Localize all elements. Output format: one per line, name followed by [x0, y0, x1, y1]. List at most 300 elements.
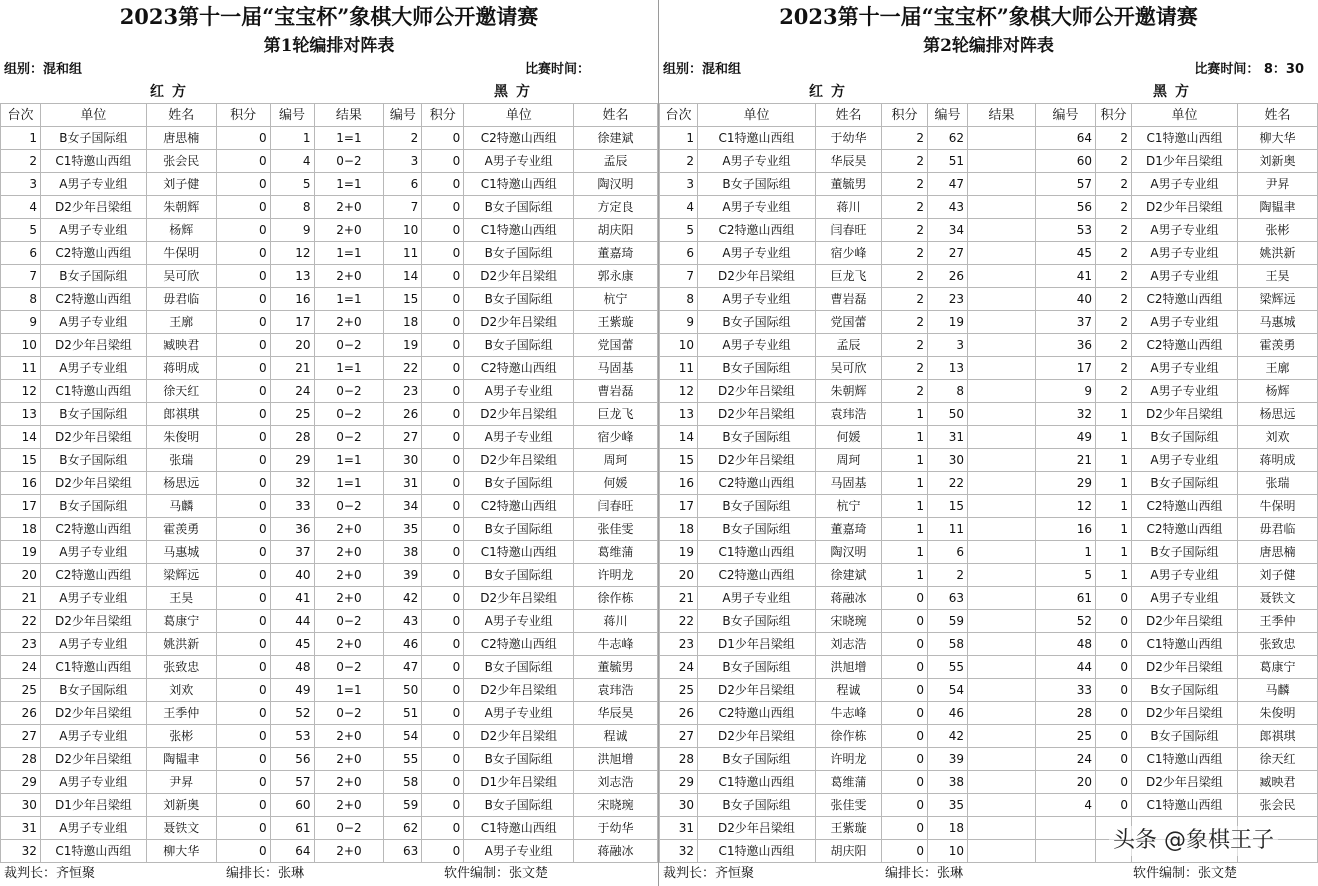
black-points-cell: 0	[422, 173, 464, 196]
black-points-cell: 0	[422, 518, 464, 541]
board-number-cell: 5	[660, 219, 698, 242]
board-number-cell: 12	[1, 380, 41, 403]
red-unit-cell: D2少年吕梁组	[40, 702, 146, 725]
black-name-cell: 刘子健	[1238, 564, 1318, 587]
black-number-cell: 37	[1036, 311, 1096, 334]
table-row	[1, 127, 658, 150]
black-unit-cell: D2少年吕梁组	[1132, 656, 1238, 679]
black-name-cell: 方定良	[574, 196, 658, 219]
red-number-cell: 30	[928, 449, 968, 472]
black-points-cell: 0	[1096, 633, 1132, 656]
result-cell	[968, 380, 1036, 403]
red-name-cell: 宿少峰	[816, 242, 882, 265]
red-points-cell: 0	[216, 541, 270, 564]
result-cell	[968, 656, 1036, 679]
black-number-cell: 12	[1036, 495, 1096, 518]
result-cell: 2+0	[314, 840, 384, 863]
red-number-cell: 26	[928, 265, 968, 288]
black-points-cell: 0	[422, 426, 464, 449]
column-header: 姓名	[1238, 104, 1318, 127]
black-unit-cell: A男子专业组	[1132, 265, 1238, 288]
red-points-cell: 0	[216, 587, 270, 610]
red-unit-cell: C2特邀山西组	[40, 564, 146, 587]
result-cell: 2+0	[314, 311, 384, 334]
black-unit-cell: B女子国际组	[464, 472, 574, 495]
red-points-cell: 0	[216, 702, 270, 725]
black-number-cell: 59	[384, 794, 422, 817]
red-name-cell: 郎祺琪	[146, 403, 216, 426]
board-number-cell: 13	[660, 403, 698, 426]
board-number-cell: 28	[1, 748, 41, 771]
red-number-cell: 18	[928, 817, 968, 840]
red-unit-cell: B女子国际组	[698, 311, 816, 334]
red-points-cell: 0	[216, 633, 270, 656]
table-row	[1, 334, 658, 357]
red-number-cell: 57	[270, 771, 314, 794]
red-number-cell: 33	[270, 495, 314, 518]
black-unit-cell: D2少年吕梁组	[464, 403, 574, 426]
black-number-cell: 15	[384, 288, 422, 311]
red-number-cell: 35	[928, 794, 968, 817]
result-cell: 2+0	[314, 725, 384, 748]
result-cell: 1=1	[314, 127, 384, 150]
black-points-cell: 2	[1096, 288, 1132, 311]
black-unit-cell: A男子专业组	[1132, 242, 1238, 265]
black-unit-cell: A男子专业组	[1132, 564, 1238, 587]
black-unit-cell: D2少年吕梁组	[464, 725, 574, 748]
column-header: 姓名	[816, 104, 882, 127]
table-row	[1, 840, 658, 863]
board-number-cell: 1	[660, 127, 698, 150]
match-time-label: 比赛时间：	[524, 62, 590, 77]
table-row	[660, 610, 1318, 633]
red-number-cell: 12	[270, 242, 314, 265]
board-number-cell: 23	[1, 633, 41, 656]
black-name-cell: 牛志峰	[574, 633, 658, 656]
black-number-cell: 64	[1036, 127, 1096, 150]
board-number-cell: 5	[1, 219, 41, 242]
red-name-cell: 宋晓琬	[816, 610, 882, 633]
black-name-cell: 华辰昊	[574, 702, 658, 725]
red-number-cell: 54	[928, 679, 968, 702]
black-unit-cell: C1特邀山西组	[464, 817, 574, 840]
black-name-cell: 徐作栋	[574, 587, 658, 610]
black-unit-cell: B女子国际组	[464, 794, 574, 817]
board-number-cell: 31	[660, 817, 698, 840]
black-number-cell	[1036, 840, 1096, 863]
black-unit-cell: C2特邀山西组	[1132, 288, 1238, 311]
board-number-cell: 23	[660, 633, 698, 656]
table-row	[1, 541, 658, 564]
black-name-cell: 徐建斌	[574, 127, 658, 150]
black-number-cell: 14	[384, 265, 422, 288]
table-row	[660, 748, 1318, 771]
black-unit-cell: C1特邀山西组	[1132, 794, 1238, 817]
black-unit-cell: D2少年吕梁组	[1132, 610, 1238, 633]
red-name-cell: 蒋明成	[146, 357, 216, 380]
red-points-cell: 0	[216, 610, 270, 633]
black-number-cell: 11	[384, 242, 422, 265]
result-cell	[968, 127, 1036, 150]
board-number-cell: 25	[660, 679, 698, 702]
board-number-cell: 17	[660, 495, 698, 518]
black-unit-cell: B女子国际组	[1132, 679, 1238, 702]
table-row	[660, 771, 1318, 794]
red-unit-cell: C1特邀山西组	[698, 840, 816, 863]
board-number-cell: 7	[1, 265, 41, 288]
black-points-cell: 1	[1096, 495, 1132, 518]
table-row	[660, 334, 1318, 357]
result-cell	[968, 495, 1036, 518]
board-number-cell: 14	[1, 426, 41, 449]
red-name-cell: 葛康宁	[146, 610, 216, 633]
black-side-label: 黑方	[1153, 84, 1197, 100]
red-number-cell: 47	[928, 173, 968, 196]
red-points-cell: 1	[882, 541, 928, 564]
red-number-cell: 8	[928, 380, 968, 403]
board-number-cell: 11	[660, 357, 698, 380]
red-name-cell: 张会民	[146, 150, 216, 173]
black-unit-cell: C2特邀山西组	[464, 495, 574, 518]
black-name-cell: 陶韫聿	[1238, 196, 1318, 219]
red-points-cell: 2	[882, 265, 928, 288]
pairing-table	[659, 103, 1318, 863]
red-points-cell: 0	[882, 702, 928, 725]
red-points-cell: 0	[216, 311, 270, 334]
table-row	[660, 725, 1318, 748]
black-points-cell: 0	[1096, 656, 1132, 679]
table-row	[1, 449, 658, 472]
red-unit-cell: B女子国际组	[698, 610, 816, 633]
table-row	[1, 564, 658, 587]
result-cell	[968, 403, 1036, 426]
black-number-cell: 9	[1036, 380, 1096, 403]
red-name-cell: 杨思远	[146, 472, 216, 495]
red-points-cell: 2	[882, 196, 928, 219]
red-name-cell: 马固基	[816, 472, 882, 495]
board-number-cell: 3	[660, 173, 698, 196]
black-name-cell: 张彬	[1238, 219, 1318, 242]
result-cell: 1=1	[314, 357, 384, 380]
black-name-cell: 张瑞	[1238, 472, 1318, 495]
board-number-cell: 27	[660, 725, 698, 748]
black-number-cell: 49	[1036, 426, 1096, 449]
black-name-cell: 刘欢	[1238, 426, 1318, 449]
black-points-cell: 0	[422, 748, 464, 771]
black-number-cell: 44	[1036, 656, 1096, 679]
black-unit-cell: A男子专业组	[464, 380, 574, 403]
black-number-cell: 53	[1036, 219, 1096, 242]
red-unit-cell: B女子国际组	[40, 679, 146, 702]
red-name-cell: 吴可欣	[816, 357, 882, 380]
black-unit-cell: C2特邀山西组	[464, 357, 574, 380]
black-points-cell: 2	[1096, 219, 1132, 242]
black-points-cell: 0	[1096, 610, 1132, 633]
black-points-cell: 1	[1096, 403, 1132, 426]
red-name-cell: 姚洪新	[146, 633, 216, 656]
board-number-cell: 22	[660, 610, 698, 633]
table-row	[660, 127, 1318, 150]
black-number-cell: 16	[1036, 518, 1096, 541]
table-row	[1, 633, 658, 656]
result-cell	[968, 748, 1036, 771]
red-points-cell: 1	[882, 449, 928, 472]
black-points-cell: 1	[1096, 472, 1132, 495]
red-unit-cell: D2少年吕梁组	[698, 449, 816, 472]
black-name-cell: 朱俊明	[1238, 702, 1318, 725]
red-points-cell: 0	[882, 633, 928, 656]
table-row	[1, 656, 658, 679]
black-number-cell: 51	[384, 702, 422, 725]
red-number-cell: 55	[928, 656, 968, 679]
red-number-cell: 36	[270, 518, 314, 541]
tournament-title: 2023第十一届“宝宝杯”象棋大师公开邀请赛	[779, 4, 1198, 29]
table-row	[1, 403, 658, 426]
red-unit-cell: B女子国际组	[40, 127, 146, 150]
black-name-cell: 牛保明	[1238, 495, 1318, 518]
black-name-cell: 巨龙飞	[574, 403, 658, 426]
table-row	[660, 564, 1318, 587]
red-points-cell: 2	[882, 334, 928, 357]
red-name-cell: 牛保明	[146, 242, 216, 265]
red-number-cell: 32	[270, 472, 314, 495]
black-unit-cell: A男子专业组	[1132, 587, 1238, 610]
red-name-cell: 朱朝辉	[816, 380, 882, 403]
result-cell: 2+0	[314, 219, 384, 242]
table-row	[660, 518, 1318, 541]
black-name-cell: 葛康宁	[1238, 656, 1318, 679]
red-points-cell: 0	[216, 495, 270, 518]
table-row	[1, 817, 658, 840]
column-header: 积分	[422, 104, 464, 127]
black-points-cell: 0	[422, 817, 464, 840]
black-number-cell: 40	[1036, 288, 1096, 311]
red-number-cell: 38	[928, 771, 968, 794]
black-number-cell: 45	[1036, 242, 1096, 265]
red-number-cell: 59	[928, 610, 968, 633]
board-number-cell: 21	[660, 587, 698, 610]
black-unit-cell: A男子专业组	[464, 426, 574, 449]
red-points-cell: 0	[882, 748, 928, 771]
board-number-cell: 6	[1, 242, 41, 265]
red-unit-cell: D2少年吕梁组	[698, 265, 816, 288]
black-name-cell: 王紫璇	[574, 311, 658, 334]
black-points-cell: 0	[1096, 679, 1132, 702]
black-number-cell: 55	[384, 748, 422, 771]
black-name-cell: 王季仲	[1238, 610, 1318, 633]
board-number-cell: 13	[1, 403, 41, 426]
red-name-cell: 徐天红	[146, 380, 216, 403]
red-number-cell: 2	[928, 564, 968, 587]
red-name-cell: 巨龙飞	[816, 265, 882, 288]
board-number-cell: 12	[660, 380, 698, 403]
black-points-cell: 0	[422, 288, 464, 311]
red-unit-cell: D2少年吕梁组	[698, 403, 816, 426]
red-name-cell: 洪旭增	[816, 656, 882, 679]
red-name-cell: 毋君临	[146, 288, 216, 311]
black-number-cell: 6	[384, 173, 422, 196]
black-name-cell: 柳大华	[1238, 127, 1318, 150]
red-number-cell: 21	[270, 357, 314, 380]
red-name-cell: 王紫璇	[816, 817, 882, 840]
red-points-cell: 0	[882, 794, 928, 817]
black-unit-cell: C1特邀山西组	[464, 219, 574, 242]
table-row	[660, 173, 1318, 196]
table-row	[1, 725, 658, 748]
board-number-cell: 28	[660, 748, 698, 771]
black-points-cell: 0	[422, 610, 464, 633]
black-number-cell: 60	[1036, 150, 1096, 173]
red-points-cell: 0	[216, 127, 270, 150]
result-cell	[968, 518, 1036, 541]
black-number-cell: 1	[1036, 541, 1096, 564]
red-number-cell: 58	[928, 633, 968, 656]
red-unit-cell: A男子专业组	[40, 219, 146, 242]
board-number-cell: 32	[660, 840, 698, 863]
red-number-cell: 1	[270, 127, 314, 150]
red-number-cell: 5	[270, 173, 314, 196]
result-cell	[968, 426, 1036, 449]
red-points-cell: 0	[216, 840, 270, 863]
table-row	[1, 357, 658, 380]
black-unit-cell: D2少年吕梁组	[464, 587, 574, 610]
red-unit-cell: A男子专业组	[698, 587, 816, 610]
red-points-cell: 2	[882, 173, 928, 196]
result-cell	[968, 840, 1036, 863]
red-unit-cell: A男子专业组	[40, 357, 146, 380]
software-label: 软件编制：张文楚	[1133, 866, 1238, 881]
red-points-cell: 2	[882, 127, 928, 150]
black-number-cell: 32	[1036, 403, 1096, 426]
board-number-cell: 11	[1, 357, 41, 380]
red-name-cell: 董嘉琦	[816, 518, 882, 541]
black-unit-cell: A男子专业组	[464, 150, 574, 173]
result-cell	[968, 702, 1036, 725]
red-name-cell: 党国蕾	[816, 311, 882, 334]
red-unit-cell: A男子专业组	[40, 771, 146, 794]
red-number-cell: 24	[270, 380, 314, 403]
black-number-cell: 23	[384, 380, 422, 403]
result-cell: 2+0	[314, 633, 384, 656]
red-number-cell: 44	[270, 610, 314, 633]
black-number-cell: 48	[1036, 633, 1096, 656]
black-points-cell: 0	[422, 564, 464, 587]
board-number-cell: 8	[660, 288, 698, 311]
black-number-cell: 58	[384, 771, 422, 794]
red-name-cell: 何媛	[816, 426, 882, 449]
black-number-cell: 61	[1036, 587, 1096, 610]
black-unit-cell: D2少年吕梁组	[464, 679, 574, 702]
result-cell	[968, 679, 1036, 702]
black-name-cell: 杭宁	[574, 288, 658, 311]
table-row	[660, 380, 1318, 403]
black-name-cell: 马固基	[574, 357, 658, 380]
red-name-cell: 聂铁文	[146, 817, 216, 840]
result-cell	[968, 288, 1036, 311]
red-unit-cell: A男子专业组	[40, 541, 146, 564]
black-name-cell: 陶汉明	[574, 173, 658, 196]
column-header: 姓名	[146, 104, 216, 127]
result-cell: 2+0	[314, 794, 384, 817]
red-number-cell: 16	[270, 288, 314, 311]
red-unit-cell: A男子专业组	[40, 587, 146, 610]
red-number-cell: 63	[928, 587, 968, 610]
red-number-cell: 49	[270, 679, 314, 702]
round-title: 第2轮编排对阵表	[923, 36, 1054, 56]
black-points-cell: 0	[422, 495, 464, 518]
red-name-cell: 于幼华	[816, 127, 882, 150]
group-label: 组别：混和组	[663, 62, 742, 77]
black-number-cell: 57	[1036, 173, 1096, 196]
red-name-cell: 刘新奥	[146, 794, 216, 817]
black-unit-cell: C1特邀山西组	[464, 173, 574, 196]
black-unit-cell: C1特邀山西组	[464, 541, 574, 564]
red-unit-cell: C2特邀山西组	[40, 288, 146, 311]
red-name-cell: 曹岩磊	[816, 288, 882, 311]
table-row	[660, 449, 1318, 472]
black-side-label: 黑方	[494, 84, 538, 100]
table-row	[1, 196, 658, 219]
board-number-cell: 30	[1, 794, 41, 817]
board-number-cell: 14	[660, 426, 698, 449]
table-row	[1, 219, 658, 242]
red-points-cell: 2	[882, 288, 928, 311]
red-points-cell: 0	[216, 288, 270, 311]
black-unit-cell: A男子专业组	[1132, 219, 1238, 242]
red-points-cell: 2	[882, 242, 928, 265]
black-points-cell: 2	[1096, 357, 1132, 380]
result-cell	[968, 265, 1036, 288]
red-unit-cell: D1少年吕梁组	[698, 633, 816, 656]
red-points-cell: 1	[882, 518, 928, 541]
black-number-cell: 62	[384, 817, 422, 840]
table-row	[1, 610, 658, 633]
red-points-cell: 0	[882, 587, 928, 610]
result-cell: 1=1	[314, 679, 384, 702]
match-time-label: 比赛时间： 8：30	[1194, 62, 1304, 77]
board-number-cell: 26	[1, 702, 41, 725]
black-number-cell: 35	[384, 518, 422, 541]
result-cell: 0−2	[314, 150, 384, 173]
table-row	[660, 702, 1318, 725]
table-row	[1, 679, 658, 702]
black-name-cell: 张会民	[1238, 794, 1318, 817]
result-cell	[968, 311, 1036, 334]
result-cell: 2+0	[314, 196, 384, 219]
table-row	[660, 288, 1318, 311]
black-unit-cell: B女子国际组	[464, 334, 574, 357]
column-header: 台次	[660, 104, 698, 127]
black-number-cell: 10	[384, 219, 422, 242]
black-points-cell: 1	[1096, 564, 1132, 587]
result-cell	[968, 633, 1036, 656]
red-number-cell: 43	[928, 196, 968, 219]
red-points-cell: 0	[216, 173, 270, 196]
board-number-cell: 4	[660, 196, 698, 219]
black-points-cell: 0	[422, 702, 464, 725]
board-number-cell: 10	[660, 334, 698, 357]
black-unit-cell: D2少年吕梁组	[1132, 403, 1238, 426]
red-unit-cell: D2少年吕梁组	[698, 725, 816, 748]
board-number-cell: 9	[660, 311, 698, 334]
table-row	[660, 426, 1318, 449]
red-name-cell: 柳大华	[146, 840, 216, 863]
result-cell: 2+0	[314, 564, 384, 587]
black-unit-cell: A男子专业组	[464, 610, 574, 633]
column-header: 积分	[216, 104, 270, 127]
red-points-cell: 0	[216, 656, 270, 679]
black-name-cell: 杨辉	[1238, 380, 1318, 403]
